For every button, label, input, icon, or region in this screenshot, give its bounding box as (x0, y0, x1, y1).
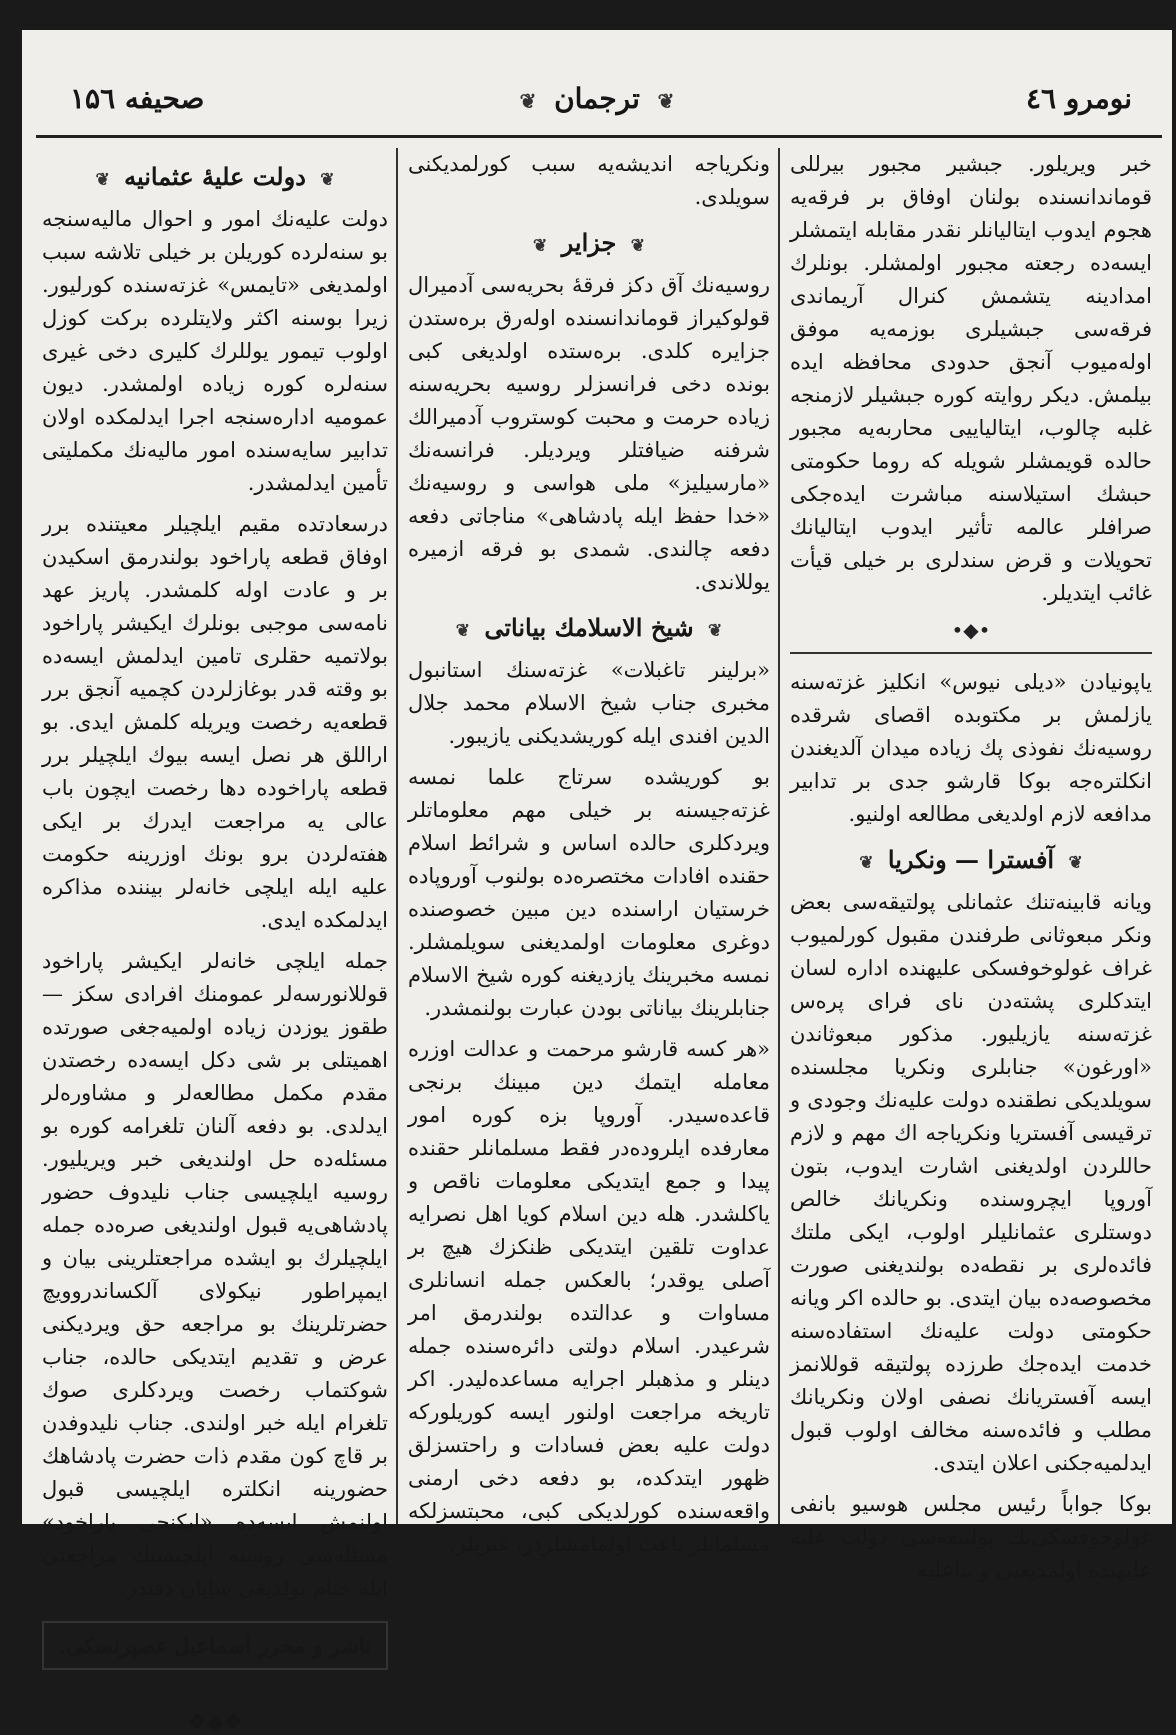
section-heading-ottoman-state (42, 162, 388, 191)
newspaper-page (22, 30, 1172, 1735)
ornament-icon: ❦ (533, 236, 548, 256)
ornament-icon: ❦ (657, 89, 675, 113)
ornament-icon: ❦ (859, 853, 874, 873)
article-paragraph: بو کوریشده سرتاج علما نمسه غزته‌جیسنه بر خیلی مهم معلوماتلر ویردکلری حالده اساس و شرائط اسلام حقنده افادات مختصره‌ده بولنوب آوروپاده خرستیان اراسنده دین مبین خصوصنده دوغری معلومات اولمدیغنی سویلمشلر. نمسه مخبرینك یازدیغنه کوره شیخ الاسلام جنابلرینك بیاناتی بودن عبارت بولنمشدر. (408, 765, 770, 1020)
section-heading-text: شیخ الاسلامك بیاناتی (484, 613, 694, 642)
newspaper-title-text: ترجمان (554, 82, 640, 115)
article-paragraph: خبر ویریلور. جبشیر مجبور بیرللی قوماندانسنده بولنان اوفاق بر فرقه‌یه هجوم ایدوب ایتالیانلر نقدر مقابله ایتمشلر ایسه‌ده رجعته مجبور اولمشلر. بونلرك امدادینه یتشمش کنرال آریماندی فرقه‌سی جبشیلری بوزمه‌یه موفق اوله‌میوب آنجق حدودی محافظه ایده بیلمش. دیکر روایته کوره جبشیلر لازمنجه غلبه چالوب، ایتالیاییی محاربه‌یه مجبور حالده قویمشلر شویله که روما حکومتی حبشك استیلاسنه مباشرت ایده‌جکی صرافلر عالمه تأثیر ایدوب ایتالیانك تحویلات و قرض سندلری بر خیلی قیأت غائب ایتدیلر. (790, 152, 1152, 605)
column-left (42, 148, 388, 1735)
ornament-icon: ❦ (708, 621, 723, 641)
article-paragraph: دولت علیه‌نك امور و احوال مالیه‌سنجه بو سنه‌لرده کوریلن بر خیلی تلاشه سبب اولمدیغی «تایمس» غزته‌سنده کورلیور. زیرا بوسنه اکثر ولایتلرده برکت کوزل اولوب تیمور یوللرك کلیری دخی غیری سنه‌لره کوره زیاده اولمشدر. دیون عمومیه اداره‌سنجه اجرا ایدلمکده اولان تدابیر سایه‌سنده امور مالیه‌نك مکملیتی تأمین ایدلمشدر. (42, 207, 388, 495)
section-separator: •◆• (951, 618, 991, 642)
publisher-signature: ناشر و محرر اسماعیل غصپرنسکی. (42, 1621, 388, 1670)
ornament-icon: ❦ (519, 89, 537, 113)
ornament-icon: ❦ (95, 170, 110, 190)
end-ornament-icon: ❖◆❖ (186, 1710, 244, 1735)
section-heading-text: جزایر (561, 228, 617, 257)
column-right (790, 148, 1152, 1582)
ornament-icon: ❦ (1068, 853, 1083, 873)
column-divider (778, 148, 780, 1524)
section-heading-text: دولت علیهٔ عثمانیه (124, 162, 306, 191)
divider (790, 652, 1152, 654)
section-heading-text: آفسترا — ونکریا (887, 845, 1055, 874)
masthead (22, 70, 1172, 140)
newspaper-title (22, 82, 1172, 115)
masthead-rule (36, 135, 1162, 138)
column-middle (408, 148, 770, 1556)
ornament-icon: ❦ (630, 236, 645, 256)
section-heading-austria-hungary (790, 845, 1152, 874)
article-paragraph: جمله ایلچی خانه‌لر ایکیشر پاراخود قوللانورسه‌لر عمومنك افرادی سکز — طقوز یوزدن زیاده اولمیه‌جغی صورتده اهمیتلی بر شی دکل ایسه‌ده رخصتدن مقدم مکمل مطالعه‌لر و مشاوره‌لر ایدلدی. بو دفعه آلنان تلغرامه کوره بو مسئله‌ده حل اولندیغی خبر ویریلیور. روسیه ایلچیسی جناب نلیدوف حضور پادشاهی‌یه قبول اولندیغی صره‌ده جمله ایلچیلرك بو ایشده مراجعتلرینی بیان و ایمپراطور نیکولای آلکساندروویچ حضرتلرینك بو مراجعه حق ویردیکنی عرض و تقدیم ایتدیکی حالده، جناب شوکتماب رخصت ویردکلری صوك تلغرام ایله خبر اولندی. جناب نلیدوفدن بر قاچ کون مقدم ذات حضرت پادشاهك حضورینه انکلتره ایلچیسی قبول اولنمش ایسه‌ده «ایکنجی پاراخود» مسئله‌سی روسیه ایلچیسنك مراجعتی ایله ختام بولدیغی شایان دقتدر. (42, 949, 388, 1600)
article-paragraph: ونکریاجه اندیشه‌یه سبب کورلمدیکنی سویلدی. (408, 152, 770, 209)
section-heading-sheikh-ul-islam (408, 613, 770, 642)
ornament-icon: ❦ (455, 621, 470, 641)
page-number: صحیفه ۱۵٦ (70, 82, 205, 115)
article-paragraph: ویانه قابینه‌تنك عثمانلی پولتیقه‌سی بعض ونکر مبعوثانی طرفندن مقبول کورلمیوب غراف غولوخوفسکی علیهنده اداره لسان ایتدکلری پشته‌دن نای فرای پره‌س غزته‌سنه یازیلیور. مذکور مبعوثاندن «اورغون» جنابلری ونکریا مجلسنده سویلدیکی نطقنده دولت علیه‌نك وجودی و ترقیسی آفستریا ونکریاجه اك مهم و لازم حاللردن اولدیغنی اشارت ایدوب، بتون آوروپا ایچروسنده ونکریانك خالص دوستلری عثمانلیلر اولوب، ایکی ملتك فائده‌لری بر نقطه‌ده بولندیغنی صورت مخصوصه‌ده بیان ایتدی. بو حالده اکر ویانه حکومتی دولت علیه‌نك استفاده‌سنه خدمت ایده‌جك طرزده پولتیقه قوللانمز ایسه آفستریانك نصفی اولان ونکریانك مطلب و فائده‌سنه مخالف اولوب قبول ایدلمیه‌جکنی اعلان ایتدی. (790, 890, 1152, 1475)
issue-number: نومرو ٤٦ (1025, 82, 1132, 115)
article-paragraph: «برلینر تاغبلات» غزته‌سنك استانبول مخبری جناب شیخ الاسلام محمد جلال الدین افندی ایله کوریشدیکنی یازیبور. (408, 658, 770, 748)
column-divider (396, 148, 398, 1524)
article-paragraph: روسیه‌نك آق دکز فرقهٔ بحریه‌سی آدمیرال قولوکیراز قوماندانسنده اوله‌رق بره‌ستدن جزایره کلدی. بره‌ستده اولدیغی کبی بونده دخی فرانسزلر روسیه بحریه‌سنه زیاده حرمت و محبت کوستروب آدمیرالك شرفنه ضیافتلر ویردیلر. فرانسه‌نك «مارسیلیز» ملی هواسی و روسیه‌نك «خدا حفظ ایله پادشاهی» مناجاتی دفعه دفعه چالندی. شمدی بو فرقه ازمیره یوللاندی. (408, 273, 770, 594)
ornament-icon: ❦ (320, 170, 335, 190)
article-paragraph: درسعادتده مقیم ایلچیلر معیتنده برر اوفاق قطعه پاراخود بولندرمق اسکیدن بر و عادت اوله کلمشدر. پاریز عهد نامه‌سی موجبی بونلرك ایکیشر پاراخود بولاتمیه حقلری تامین ایدلمش ایسه‌ده بو وقته قدر بوغازلردن کچمیه آنجق برر قطعه‌یه رخصت ویریله کلمش ایدی. بو اراللق هر نصل ایسه بیوك ایلچیلر برر قطعه پاراخوده دها رخصت ایچون باب عالی یه مراجعت ایدرك بر ایکی هفته‌لردن برو بونك اوزرینه حکومت علیه ایله ایلچی خانه‌لر بیننده مذاکره ایدلمکده ایدی. (42, 512, 388, 932)
article-paragraph: بوکا جواباً رئیس مجلس هوسیو بانفی غولوخوفسکی‌نك پولتیقه‌سی دولت علیه علیهنده اولمدیغنی و بناعلیه (790, 1492, 1152, 1582)
article-paragraph: «هر کسه قارشو مرحمت و عدالت اوزره معامله ایتمك دین مبینك برنجی قاعده‌سیدر. آوروپا بزه کوره امور معارفده ایلروده‌در فقط مسلمانلر حقنده پیدا و جمع ایتدیکی معلومات ناقص و یاکلشدر. هله دین اسلام کویا اهل نصرایه عداوت تلقین ایتدیکی ظنکزك هیچ بر آصلی یوقدر؛ بالعکس جمله انسانلری مساوات و عدالتده بولندرمق امر شرعیدر. اسلام دولتی دائره‌سنده جمله دینلر و مذهبلر اجرایه مساعده‌لیدر. اکر تاریخه مراجعت اولنور ایسه کوریلورکه دولت علیه بعض فسادات و راحتسزلق ظهور ایتدکده، بو دفعه دخی ارمنی واقعه‌سنده کورلدیکی کبی، محبتسزلکه مسلمانلر باعث اولمامشلردر، غیریلر. (408, 1037, 770, 1556)
section-heading-algiers (408, 228, 770, 257)
article-paragraph: یاپونیادن «دیلی نیوس» انکلیز غزته‌سنه یازلمش بر مکتوبده اقصای شرقده روسیه‌نك نفوذی پك زیاده میدان آلدیغندن انکلتره‌جه بوکا قارشو جدی بر تدابیر مدافعه لازم اولدیغی مطالعه اولنیو. (790, 670, 1152, 826)
